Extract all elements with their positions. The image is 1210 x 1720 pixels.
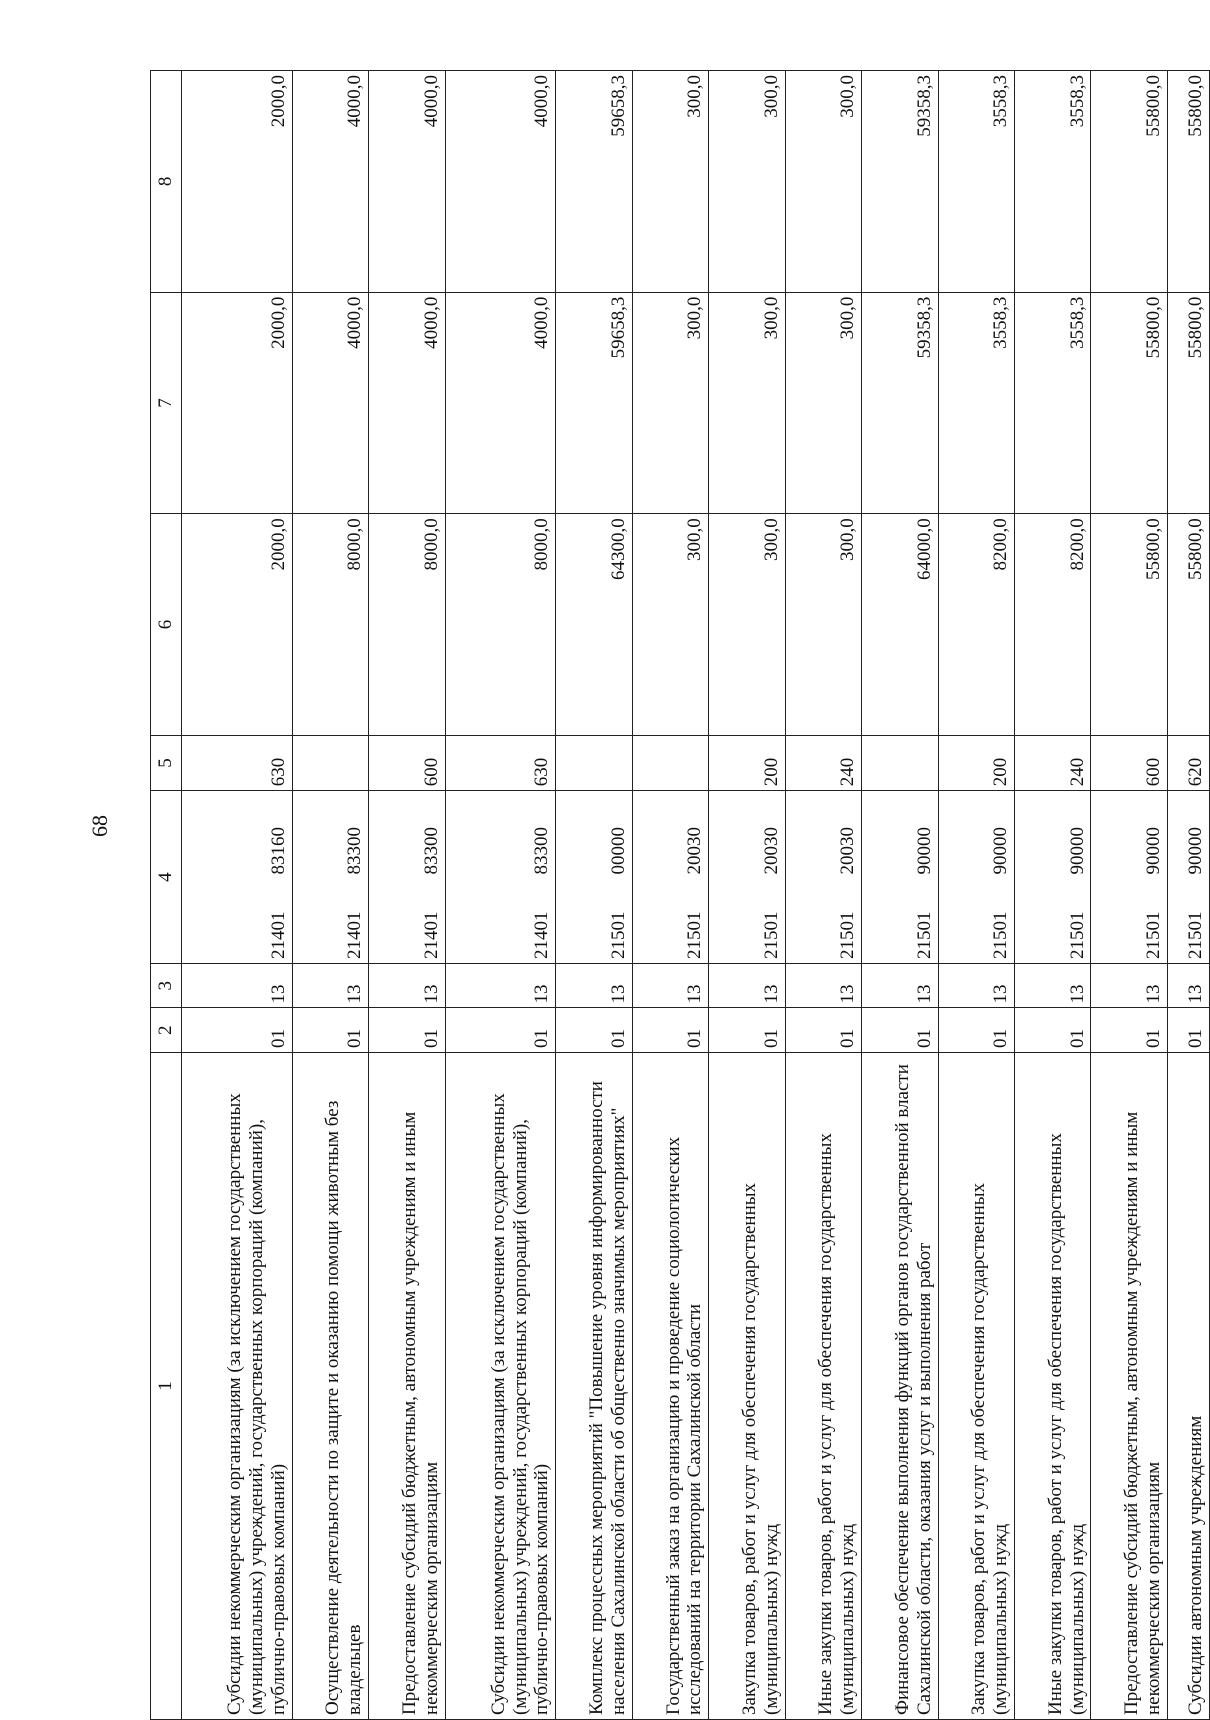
target-code-direction: 20030 <box>760 826 782 875</box>
amount-col-6-cell: 300,0 <box>709 514 785 736</box>
target-code-program: 21501 <box>837 911 859 959</box>
amount-col-8-cell: 3558,3 <box>1014 71 1090 293</box>
target-code-direction: 00000 <box>607 826 629 875</box>
amount-col-7-cell: 59358,3 <box>862 292 938 514</box>
subsection-code-cell: 13 <box>862 963 938 1008</box>
section-code-cell: 01 <box>785 1008 861 1053</box>
target-code-direction: 20030 <box>837 826 859 875</box>
subsection-code-cell: 13 <box>445 963 556 1008</box>
budget-table-sheet <box>150 70 1210 1720</box>
table-row <box>632 71 708 1720</box>
amount-col-7-cell: 55800,0 <box>1091 292 1167 514</box>
target-code-direction: 20030 <box>684 826 706 875</box>
section-code-cell: 01 <box>445 1008 556 1053</box>
row-name-cell: Осуществление деятельности по защите и оказанию помощи животным без владельцев <box>292 1053 368 1720</box>
expense-type-cell <box>292 735 368 790</box>
expense-type-cell: 620 <box>1167 735 1209 790</box>
expense-type-cell: 240 <box>785 735 861 790</box>
subsection-code-cell: 13 <box>1167 963 1209 1008</box>
section-code-cell: 01 <box>632 1008 708 1053</box>
header-col-8: 8 <box>151 71 182 293</box>
subsection-code-cell: 13 <box>938 963 1014 1008</box>
target-code-program: 21501 <box>1066 911 1088 959</box>
page-number: 68 <box>87 815 112 837</box>
expense-type-cell: 600 <box>1091 735 1167 790</box>
amount-col-6-cell: 8000,0 <box>445 514 556 736</box>
amount-col-8-cell: 2000,0 <box>182 71 293 293</box>
section-code-cell: 01 <box>1167 1008 1209 1053</box>
table-row <box>1167 71 1209 1720</box>
section-code-cell: 01 <box>556 1008 632 1053</box>
amount-col-6-cell: 8200,0 <box>1014 514 1090 736</box>
target-code-direction: 83300 <box>531 826 553 875</box>
subsection-code-cell: 13 <box>709 963 785 1008</box>
amount-col-6-cell: 64000,0 <box>862 514 938 736</box>
expense-type-cell: 630 <box>445 735 556 790</box>
target-code-program: 21501 <box>990 911 1012 959</box>
table-row <box>182 71 293 1720</box>
table-row <box>556 71 632 1720</box>
target-code-cell <box>709 791 785 964</box>
table-body <box>182 71 1210 1720</box>
table-row <box>445 71 556 1720</box>
amount-col-8-cell: 300,0 <box>785 71 861 293</box>
row-name-cell: Закупка товаров, работ и услуг для обеспечения государственных (муниципальных) нужд <box>709 1053 785 1720</box>
subsection-code-cell: 13 <box>1014 963 1090 1008</box>
expense-type-cell: 630 <box>182 735 293 790</box>
row-name-cell: Закупка товаров, работ и услуг для обеспечения государственных (муниципальных) нужд <box>938 1053 1014 1720</box>
budget-table <box>150 70 1210 1720</box>
amount-col-8-cell: 4000,0 <box>292 71 368 293</box>
target-code-program: 21401 <box>531 911 553 959</box>
target-code-program: 21501 <box>1142 911 1164 959</box>
header-col-6: 6 <box>151 514 182 736</box>
target-code-cell <box>556 791 632 964</box>
table-row <box>369 71 445 1720</box>
amount-col-8-cell: 55800,0 <box>1167 71 1209 293</box>
header-col-3: 3 <box>151 963 182 1008</box>
amount-col-8-cell: 300,0 <box>632 71 708 293</box>
header-col-7: 7 <box>151 292 182 514</box>
target-code-direction: 90000 <box>1066 826 1088 875</box>
section-code-cell: 01 <box>1014 1008 1090 1053</box>
amount-col-7-cell: 3558,3 <box>938 292 1014 514</box>
amount-col-6-cell: 300,0 <box>785 514 861 736</box>
target-code-cell <box>938 791 1014 964</box>
row-name-cell: Иные закупки товаров, работ и услуг для обеспечения государственных (муниципальных) нужд <box>1014 1053 1090 1720</box>
header-col-1: 1 <box>151 1053 182 1720</box>
section-code-cell: 01 <box>292 1008 368 1053</box>
amount-col-7-cell: 55800,0 <box>1167 292 1209 514</box>
expense-type-cell: 200 <box>709 735 785 790</box>
target-code-cell <box>292 791 368 964</box>
target-code-program: 21401 <box>420 911 442 959</box>
amount-col-7-cell: 300,0 <box>632 292 708 514</box>
table-row <box>938 71 1014 1720</box>
amount-col-8-cell: 4000,0 <box>445 71 556 293</box>
section-code-cell: 01 <box>938 1008 1014 1053</box>
section-code-cell: 01 <box>862 1008 938 1053</box>
target-code-direction: 83300 <box>344 826 366 875</box>
target-code-program: 21401 <box>344 911 366 959</box>
target-code-program: 21501 <box>1185 911 1207 959</box>
amount-col-6-cell: 300,0 <box>632 514 708 736</box>
row-name-cell: Иные закупки товаров, работ и услуг для обеспечения государственных (муниципальных) нужд <box>785 1053 861 1720</box>
target-code-program: 21501 <box>684 911 706 959</box>
amount-col-8-cell: 55800,0 <box>1091 71 1167 293</box>
subsection-code-cell: 13 <box>292 963 368 1008</box>
table-row <box>1091 71 1167 1720</box>
row-name-cell: Финансовое обеспечение выполнения функций органов государственной власти Сахалинской области, оказания услуг и выполнения работ <box>862 1053 938 1720</box>
subsection-code-cell: 13 <box>369 963 445 1008</box>
header-col-5: 5 <box>151 735 182 790</box>
amount-col-7-cell: 2000,0 <box>182 292 293 514</box>
amount-col-8-cell: 59358,3 <box>862 71 938 293</box>
amount-col-7-cell: 4000,0 <box>445 292 556 514</box>
amount-col-6-cell: 55800,0 <box>1091 514 1167 736</box>
target-code-direction: 90000 <box>1185 826 1207 875</box>
row-name-cell: Предоставление субсидий бюджетным, автономным учреждениям и иным некоммерческим организациям <box>1091 1053 1167 1720</box>
target-code-cell <box>1167 791 1209 964</box>
target-code-program: 21501 <box>760 911 782 959</box>
row-name-cell: Комплекс процессных мероприятий "Повышение уровня информированности населения Сахалинской области об общественно значимых мероприятиях" <box>556 1053 632 1720</box>
target-code-cell <box>785 791 861 964</box>
header-col-4: 4 <box>151 791 182 964</box>
table-row <box>709 71 785 1720</box>
expense-type-cell <box>862 735 938 790</box>
expense-type-cell <box>632 735 708 790</box>
row-name-cell: Государственный заказ на организацию и проведение социологических исследований на территории Сахалинской области <box>632 1053 708 1720</box>
target-code-cell <box>1091 791 1167 964</box>
header-row <box>151 71 182 1720</box>
amount-col-8-cell: 300,0 <box>709 71 785 293</box>
section-code-cell: 01 <box>182 1008 293 1053</box>
target-code-program: 21501 <box>607 911 629 959</box>
target-code-cell <box>632 791 708 964</box>
target-code-direction: 90000 <box>1142 826 1164 875</box>
subsection-code-cell: 13 <box>182 963 293 1008</box>
amount-col-8-cell: 3558,3 <box>938 71 1014 293</box>
amount-col-7-cell: 4000,0 <box>369 292 445 514</box>
target-code-direction: 90000 <box>913 826 935 875</box>
row-name-cell: Предоставление субсидий бюджетным, автономным учреждениям и иным некоммерческим организациям <box>369 1053 445 1720</box>
target-code-direction: 83300 <box>420 826 442 875</box>
target-code-direction: 83160 <box>267 826 289 875</box>
section-code-cell: 01 <box>369 1008 445 1053</box>
header-col-2: 2 <box>151 1008 182 1053</box>
table-row <box>1014 71 1090 1720</box>
expense-type-cell <box>556 735 632 790</box>
target-code-cell <box>369 791 445 964</box>
amount-col-6-cell: 8000,0 <box>292 514 368 736</box>
table-row <box>862 71 938 1720</box>
expense-type-cell: 240 <box>1014 735 1090 790</box>
target-code-cell <box>182 791 293 964</box>
amount-col-8-cell: 59658,3 <box>556 71 632 293</box>
target-code-direction: 90000 <box>990 826 1012 875</box>
amount-col-8-cell: 4000,0 <box>369 71 445 293</box>
subsection-code-cell: 13 <box>1091 963 1167 1008</box>
row-name-cell: Субсидии автономным учреждениям <box>1167 1053 1209 1720</box>
amount-col-6-cell: 55800,0 <box>1167 514 1209 736</box>
amount-col-6-cell: 8000,0 <box>369 514 445 736</box>
amount-col-7-cell: 59658,3 <box>556 292 632 514</box>
target-code-cell <box>1014 791 1090 964</box>
amount-col-7-cell: 4000,0 <box>292 292 368 514</box>
subsection-code-cell: 13 <box>556 963 632 1008</box>
target-code-cell <box>445 791 556 964</box>
row-name-cell: Субсидии некоммерческим организациям (за исключением государственных (муниципальных) учреждений, государственных корпораций (компаний), публично-правовых компаний) <box>182 1053 293 1720</box>
table-row <box>785 71 861 1720</box>
target-code-program: 21501 <box>913 911 935 959</box>
amount-col-6-cell: 2000,0 <box>182 514 293 736</box>
expense-type-cell: 200 <box>938 735 1014 790</box>
subsection-code-cell: 13 <box>785 963 861 1008</box>
subsection-code-cell: 13 <box>632 963 708 1008</box>
row-name-cell: Субсидии некоммерческим организациям (за исключением государственных (муниципальных) учреждений, государственных корпораций (компаний), публично-правовых компаний) <box>445 1053 556 1720</box>
amount-col-7-cell: 300,0 <box>709 292 785 514</box>
amount-col-6-cell: 8200,0 <box>938 514 1014 736</box>
amount-col-6-cell: 64300,0 <box>556 514 632 736</box>
section-code-cell: 01 <box>1091 1008 1167 1053</box>
expense-type-cell: 600 <box>369 735 445 790</box>
target-code-cell <box>862 791 938 964</box>
section-code-cell: 01 <box>709 1008 785 1053</box>
target-code-program: 21401 <box>267 911 289 959</box>
table-row <box>292 71 368 1720</box>
amount-col-7-cell: 300,0 <box>785 292 861 514</box>
amount-col-7-cell: 3558,3 <box>1014 292 1090 514</box>
